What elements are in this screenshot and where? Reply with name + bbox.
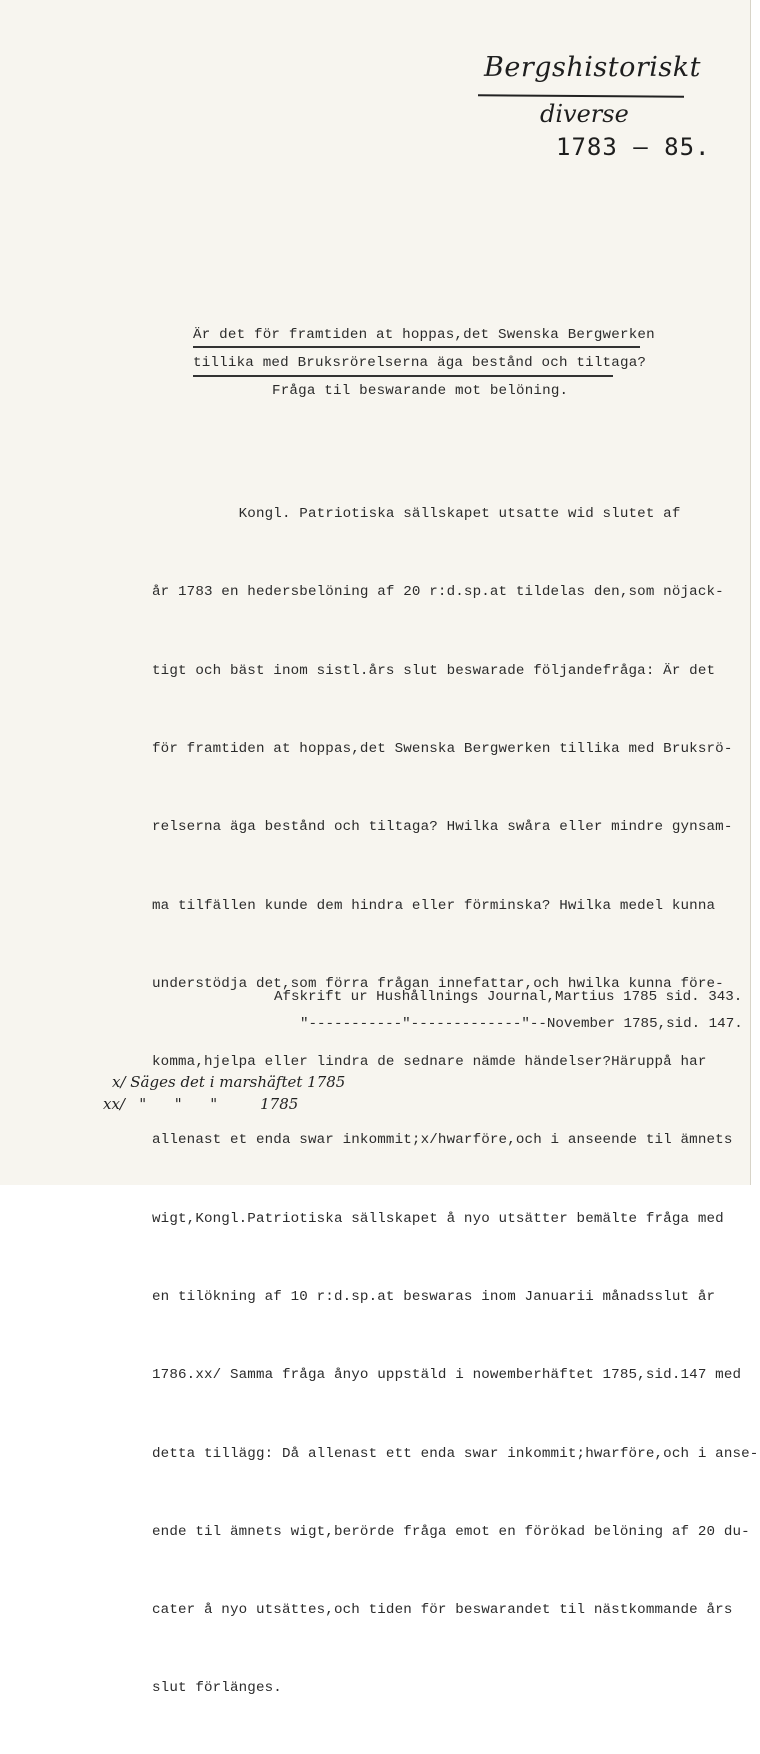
- body-line: en tilökning af 10 r:d.sp.at beswaras inom Januarii månadsslut år: [152, 1289, 716, 1305]
- handwritten-title: Bergshistoriskt: [484, 52, 701, 83]
- question-underline-1: [193, 346, 640, 348]
- body-line: år 1783 en hedersbelöning af 20 r:d.sp.at tildelas den,som nöjack-: [152, 584, 724, 601]
- body-line: för framtiden at hoppas,det Swenska Bergwerken tillika med Bruksrö-: [152, 741, 733, 758]
- body-line: wigt,Kongl.Patriotiska sällskapet å nyo utsätter bemälte fråga med: [152, 1210, 724, 1227]
- body-line: detta tillägg: Då allenast ett enda swar inkommit;hwarföre,och i anse-: [152, 1445, 759, 1462]
- question-subtitle: Fråga til beswarande mot belöning.: [272, 383, 569, 399]
- question-underline-2: [193, 375, 613, 377]
- handwritten-subtitle: diverse: [540, 100, 629, 128]
- body-line: slut förlänges.: [152, 1680, 282, 1697]
- body-line: 1786.xx/ Samma fråga ånyo uppstäld i nowemberhäftet 1785,sid.147 med: [152, 1367, 742, 1384]
- body-line: understödja det,som förra frågan innefattar,och hwilka kunna före-: [152, 975, 724, 992]
- body-line: Kongl. Patriotiska sällskapet utsatte wid slutet af: [152, 506, 681, 523]
- body-line: allenast et enda swar inkommit;x/hwarföre,och i anseende til ämnets: [152, 1132, 733, 1149]
- body-line: ma tilfällen kunde dem hindra eller förminska? Hwilka medel kunna: [152, 897, 716, 914]
- page-margin: [0, 1185, 760, 1200]
- body-line: cater å nyo utsättes,och tiden för beswarandet til nästkommande års: [152, 1602, 733, 1619]
- handwritten-footnote-2: xx/ " " " 1785: [103, 1095, 299, 1113]
- body-line: ende til ämnets wigt,berörde fråga emot en förökad belöning af 20 du-: [152, 1523, 750, 1540]
- question-line-2: tillika med Bruksrörelserna äga bestånd och tiltaga?: [193, 355, 647, 371]
- question-line-1: Är det för framtiden at hoppas,det Swenska Bergwerken: [193, 327, 655, 343]
- body-line: relserna äga bestånd och tiltaga? Hwilka swåra eller mindre gynsam-: [152, 819, 733, 836]
- handwritten-years: 1783 – 85.: [556, 133, 711, 161]
- title-underline: [478, 94, 684, 97]
- body-line: tigt och bäst inom sistl.års slut beswarade följandefråga: Är det: [152, 662, 716, 679]
- source-citation-2: "-----------"-------------"--November 1785,sid. 147.: [300, 1016, 743, 1032]
- source-citation-1: Afskrift ur Hushållnings Journal,Martius 1785 sid. 343.: [274, 989, 743, 1005]
- handwritten-footnote-1: x/ Säges det i marshäftet 1785: [112, 1073, 346, 1091]
- body-line: komma,hjelpa eller lindra de sednare nämde händelser?Häruppå har: [152, 1054, 707, 1071]
